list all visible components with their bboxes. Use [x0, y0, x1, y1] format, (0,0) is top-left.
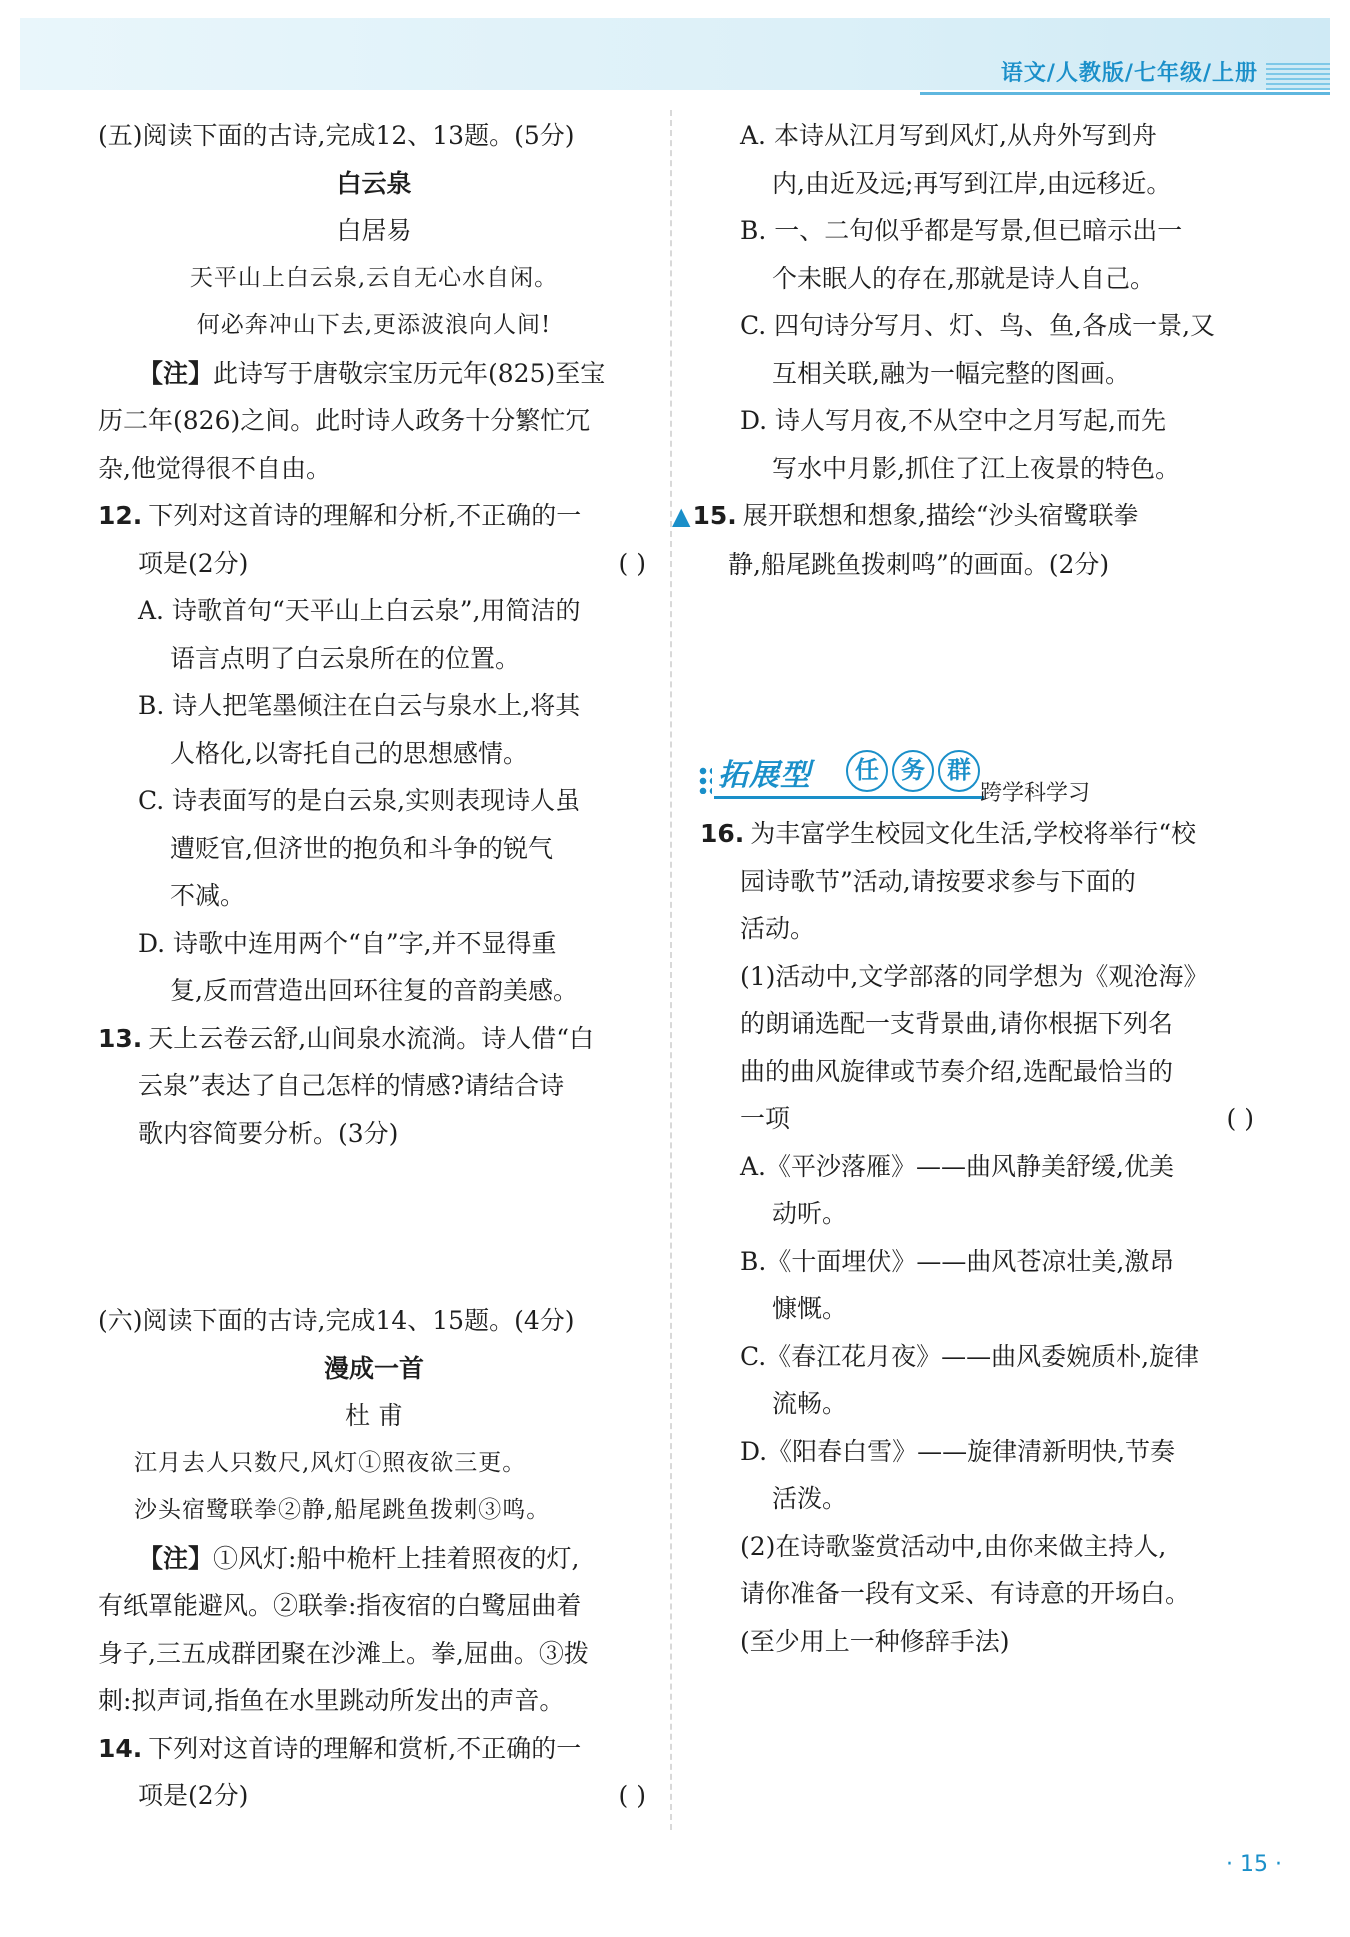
answer-bracket[interactable]: ( ) — [1226, 1104, 1254, 1133]
note-1 — [98, 350, 650, 398]
column-divider — [670, 110, 672, 1830]
answer-area-13[interactable] — [98, 1157, 650, 1297]
option-c: C. 四句诗分写月、灯、鸟、鱼,各成一景,又 — [740, 311, 1216, 340]
option-b: B.《十面埋伏》——曲风苍凉壮美,激昂 — [740, 1246, 1175, 1276]
right-column — [672, 112, 1258, 1665]
question-13 — [98, 1015, 650, 1063]
question-12 — [98, 492, 650, 540]
section-header — [700, 748, 1258, 808]
poem-1-line: 何必奔冲山下去,更添波浪向人间! — [196, 312, 552, 338]
question-text: 下列对这首诗的理解和赏析,不正确的一 — [148, 1733, 582, 1763]
part-2-line: 请你准备一段有文采、有诗意的开场白。 — [740, 1579, 1191, 1608]
question-text: 为丰富学生校园文化生活,学校将举行“校 — [750, 819, 1197, 848]
option-b-cont: 人格化,以寄托自己的思想感情。 — [170, 738, 528, 768]
option-c-cont: 流畅。 — [772, 1389, 848, 1418]
question-text: 项是(2分) — [138, 548, 249, 578]
option-d: D.《阳春白雪》——旋律清新明快,节奏 — [740, 1436, 1176, 1466]
question-16-line: 活动。 — [740, 914, 816, 943]
note-1-line: 历二年(826)之间。此时诗人政务十分繁忙冗 — [98, 406, 591, 435]
option-d: D. 诗歌中连用两个“自”字,并不显得重 — [138, 928, 557, 958]
note-text: 此诗写于唐敬宗宝历元年(825)至宝 — [213, 358, 606, 388]
question-text: 展开联想和想象,描绘“沙头宿鹭联拳 — [742, 501, 1139, 530]
answer-bracket[interactable]: ( ) — [618, 1781, 646, 1810]
question-text: 天上云卷云舒,山间泉水流淌。诗人借“白 — [148, 1023, 595, 1053]
question-12-line — [98, 540, 650, 588]
note-tag: 【注】 — [138, 1543, 214, 1573]
question-13-line: 歌内容简要分析。(3分) — [138, 1118, 399, 1148]
answer-area-15[interactable] — [700, 588, 1258, 738]
question-13-line: 云泉”表达了自己怎样的情感?请结合诗 — [138, 1071, 565, 1100]
question-number: 13. — [98, 1023, 143, 1053]
option-b: B. 一、二句似乎都是写景,但已暗示出一 — [740, 216, 1183, 245]
section-title: 拓展型 — [718, 758, 811, 793]
option-a: A.《平沙落雁》——曲风静美舒缓,优美 — [740, 1151, 1174, 1181]
section-underline — [714, 796, 984, 799]
option-d: D. 诗人写月夜,不从空中之月写起,而先 — [740, 406, 1166, 435]
question-text: 下列对这首诗的理解和分析,不正确的一 — [148, 501, 582, 530]
dots-icon — [698, 766, 712, 794]
part-1-line: 的朗诵选配一支背景曲,请你根据下列名 — [740, 1009, 1173, 1038]
answer-bracket[interactable]: ( ) — [618, 548, 646, 578]
question-number: 14. — [98, 1733, 143, 1763]
part-2-line: (至少用上一种修辞手法) — [740, 1626, 1010, 1656]
part-1-line: 曲的曲风旋律或节奏介绍,选配最恰当的 — [740, 1056, 1173, 1086]
option-b: B. 诗人把笔墨倾注在白云与泉水上,将其 — [138, 691, 581, 720]
section-circles — [846, 750, 980, 792]
question-text: 项是(2分) — [138, 1781, 249, 1810]
question-16-line: 园诗歌节”活动,请按要求参与下面的 — [740, 866, 1136, 896]
section-6-intro: (六)阅读下面的古诗,完成14、15题。(4分) — [98, 1306, 575, 1335]
option-a-cont: 内,由近及远;再写到江岸,由远移近。 — [772, 168, 1172, 198]
note-2 — [98, 1535, 650, 1583]
option-a: A. 诗歌首句“天平山上白云泉”,用简洁的 — [138, 596, 581, 625]
question-15-line: 静,船尾跳鱼拨刺鸣”的画面。(2分) — [728, 549, 1110, 579]
option-d-cont: 写水中月影,抓住了江上夜景的特色。 — [772, 453, 1180, 483]
section-5-intro: (五)阅读下面的古诗,完成12、13题。(5分) — [98, 121, 575, 150]
question-number: 15. — [692, 501, 737, 530]
question-14 — [98, 1725, 650, 1773]
option-c-cont: 不减。 — [170, 881, 246, 910]
question-number: 16. — [700, 819, 745, 848]
section-char: 群 — [938, 750, 980, 792]
poem-1-title: 白云泉 — [336, 168, 412, 198]
part-2: (2)在诗歌鉴赏活动中,由你来做主持人, — [740, 1531, 1167, 1561]
part-1-line — [700, 1095, 1258, 1143]
part-1: (1)活动中,文学部落的同学想为《观沧海》 — [740, 961, 1209, 991]
triangle-icon: ▲ — [672, 502, 691, 530]
section-char: 任 — [846, 750, 888, 792]
header-stripes — [1266, 62, 1330, 90]
note-2-line: 有纸罩能避风。②联拳:指夜宿的白鹭屈曲着 — [98, 1591, 582, 1620]
option-b-cont: 个未眠人的存在,那就是诗人自己。 — [772, 263, 1155, 293]
page-number: · 15 · — [1226, 1852, 1282, 1877]
question-15 — [672, 492, 1258, 541]
question-16 — [700, 810, 1258, 858]
poem-2-line: 江月去人只数尺,风灯①照夜欲三更。 — [134, 1449, 527, 1476]
option-d-cont: 活泼。 — [772, 1484, 848, 1513]
poem-1-line: 天平山上白云泉,云自无心水自闲。 — [189, 264, 559, 291]
note-2-line: 身子,三五成群团聚在沙滩上。拳,屈曲。③拨 — [98, 1638, 589, 1668]
header-rule — [920, 92, 1330, 95]
question-14-line — [98, 1772, 650, 1820]
option-d-cont: 复,反而营造出回环往复的音韵美感。 — [170, 976, 578, 1005]
note-text: ①风灯:船中桅杆上挂着照夜的灯, — [213, 1543, 580, 1573]
option-a: A. 本诗从江月写到风灯,从舟外写到舟 — [740, 121, 1157, 150]
section-subtitle: 跨学科学习 — [980, 781, 1091, 806]
note-1-line: 杂,他觉得很不自由。 — [98, 453, 331, 483]
left-column — [98, 112, 650, 1820]
option-c-cont: 互相关联,融为一幅完整的图画。 — [772, 358, 1130, 388]
option-c-cont: 遭贬官,但济世的抱负和斗争的锐气 — [170, 833, 553, 863]
option-c: C.《春江花月夜》——曲风委婉质朴,旋律 — [740, 1341, 1200, 1371]
note-tag: 【注】 — [138, 358, 214, 388]
section-char: 务 — [892, 750, 934, 792]
poem-2-author: 杜 甫 — [345, 1401, 403, 1430]
poem-2-title: 漫成一首 — [323, 1353, 424, 1383]
option-c: C. 诗表面写的是白云泉,实则表现诗人虽 — [138, 786, 581, 815]
option-a-cont: 语言点明了白云泉所在的位置。 — [170, 643, 521, 673]
poem-2-line: 沙头宿鹭联拳②静,船尾跳鱼拨剌③鸣。 — [134, 1497, 551, 1523]
question-number: 12. — [98, 501, 143, 530]
part-1-text: 一项 — [740, 1104, 791, 1133]
book-title: 语文/人教版/七年级/上册 — [1000, 61, 1258, 86]
option-a-cont: 动听。 — [772, 1199, 848, 1228]
poem-1-author: 白居易 — [336, 216, 412, 245]
note-2-line: 刺:拟声词,指鱼在水里跳动所发出的声音。 — [98, 1686, 565, 1715]
option-b-cont: 慷慨。 — [772, 1294, 848, 1323]
